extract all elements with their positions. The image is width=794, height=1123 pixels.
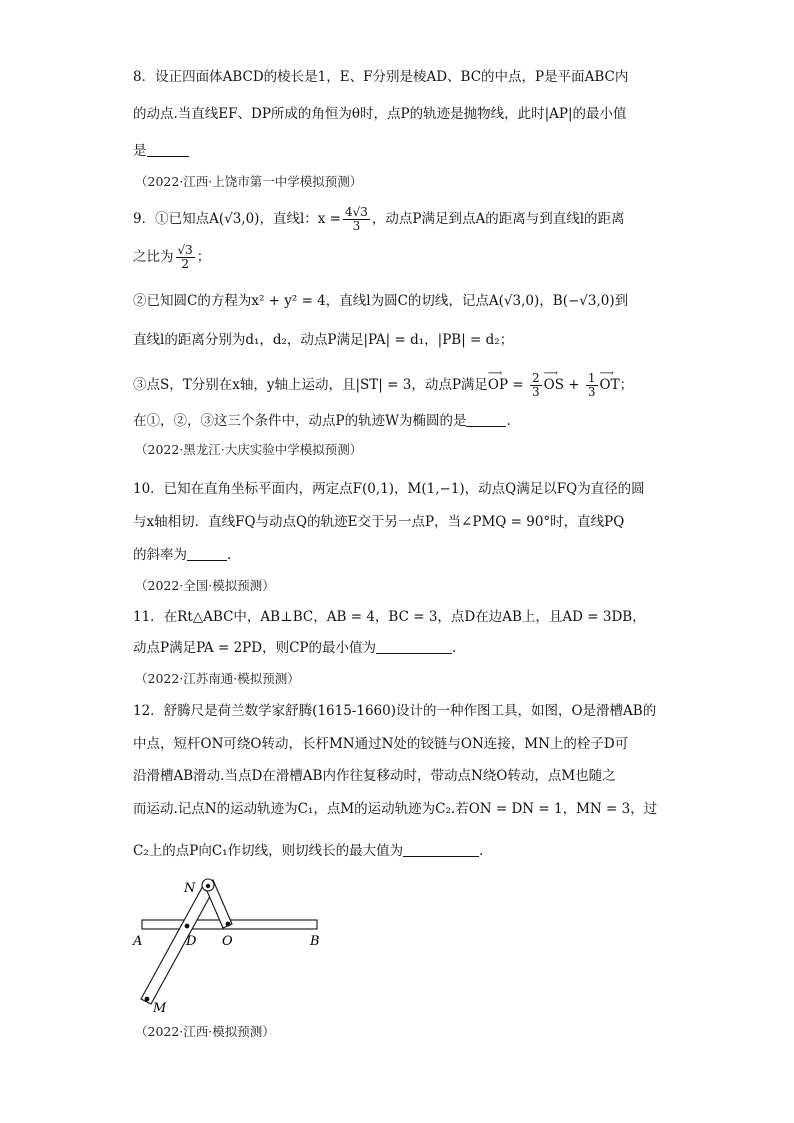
q8-line3-text: 是: [133, 143, 147, 159]
q9-frac-1: [343, 206, 370, 233]
q9-line2-a: 之比为: [133, 249, 174, 265]
q8-line3: [133, 141, 189, 161]
q9-frac-3-den: 3: [531, 385, 540, 399]
q9-answer-blank: [466, 412, 506, 427]
q9-frac-2: [176, 244, 195, 271]
q12-answer-blank: [403, 842, 479, 857]
q10-answer-blank: [187, 546, 227, 561]
q12-line1: 12．舒腾尺是荷兰数学家舒腾(1615-1660)设计的一种作图工具，如图，O是滑槽AB的: [133, 703, 657, 719]
q11-source: （2022·江苏南通·模拟预测）: [135, 671, 300, 686]
q10-line3-end: .: [227, 547, 232, 563]
q9-frac-4-num: 1: [587, 371, 596, 385]
q9-line2-b: ；: [196, 249, 211, 265]
q9-frac-4: [586, 372, 598, 399]
q9-frac-2-den: 2: [181, 257, 189, 271]
q10-line3: [133, 545, 231, 565]
long-rod-mn: [141, 884, 214, 1004]
label-n: N: [184, 881, 196, 896]
schooten-ruler-figure: [120, 870, 340, 1020]
q8-answer-blank: [147, 142, 189, 157]
q12-line5-text: C₂上的点P向C₁作切线，则切线长的最大值为: [133, 843, 404, 859]
q9-frac-1-num: 4√3: [344, 205, 368, 219]
point-n: [206, 884, 210, 888]
q9-frac-1-den: 3: [352, 219, 361, 233]
label-b: B: [310, 934, 320, 949]
q9-line1-b: ，动点P满足到点A的距离与到直线l的距离: [371, 211, 625, 227]
q9-frac-3-num: 2: [531, 371, 540, 385]
q9-vector-os: ⟶ OS: [544, 375, 564, 395]
q12-line5-end: .: [479, 843, 484, 859]
point-o: [226, 922, 231, 927]
label-m: M: [153, 1001, 167, 1016]
q9-line5-b: ；: [619, 377, 634, 393]
q9-line1-a: 9．①已知点A(√3,0)，直线l：x =: [133, 211, 341, 227]
q9-frac-2-num: √3: [177, 243, 193, 257]
q10-line2: 与x轴相切．直线FQ与动点Q的轨迹E交于另一点P，当∠PMQ = 90°时，直线PQ: [133, 514, 625, 530]
q9-plus: +: [563, 377, 584, 393]
q8-source: （2022·江西·上饶市第一中学模拟预测）: [135, 174, 363, 189]
q10-line3-text: 的斜率为: [133, 547, 187, 563]
q9-line5-a: ③点S，T分别在x轴，y轴上运动，且|ST| = 3，动点P满足: [133, 377, 488, 393]
q11-line2-end: .: [451, 640, 457, 656]
q11-line2: [133, 638, 456, 658]
q8-line2: 的动点.当直线EF、DP所成的角恒为θ时，点P的轨迹是抛物线，此时|AP|的最小值: [133, 106, 627, 122]
q10-source: （2022·全国·模拟预测）: [135, 578, 275, 593]
q9-frac-4-den: 3: [587, 385, 596, 399]
q9-line3: ②已知圆C的方程为x² + y² = 4，直线l为圆C的切线，记点A(√3,0)，B(−√3,0)到: [133, 293, 629, 309]
q9-eq: =: [508, 377, 528, 393]
label-d: D: [186, 934, 197, 949]
q11-line2-text: 动点P满足PA = 2PD，则CP的最小值为: [133, 640, 376, 656]
q9-source: （2022·黑龙江·大庆实验中学模拟预测）: [135, 442, 363, 457]
q9-vector-ot: ⟶ OT: [600, 375, 620, 395]
q9-frac-3: [530, 372, 542, 399]
q11-line1: 11．在Rt△ABC中，AB⊥BC，AB = 4，BC = 3，点D在边AB上，且AD = 3DB，: [133, 609, 646, 625]
q12-source: （2022·江西·模拟预测）: [135, 1024, 275, 1039]
q8-line1: 8．设正四面体ABCD的棱长是1，E、F分别是棱AD、BC的中点，P是平面ABC内: [133, 69, 629, 85]
q9-line1: [133, 206, 625, 233]
q9-line6-text: 在①，②，③这三个条件中，动点P的轨迹W为椭圆的是: [133, 413, 467, 429]
q12-line5: [133, 841, 483, 861]
point-m: [145, 997, 150, 1002]
point-d: [185, 924, 190, 929]
q9-vector-op: ⟶ OP: [488, 375, 508, 395]
q10-line1: 10．已知在直角坐标平面内，两定点F(0,1)，M(1,−1)，动点Q满足以FQ为直径的圆: [133, 481, 645, 497]
q12-line4: 而运动.记点N的运动轨迹为C₁，点M的运动轨迹为C₂.若ON = DN = 1，MN = 3，过: [133, 801, 658, 817]
label-a: A: [133, 934, 143, 949]
q11-answer-blank: [376, 639, 452, 654]
q9-line4: 直线l的距离分别为d₁，d₂，动点P满足|PA| = d₁，|PB| = d₂；: [133, 332, 514, 348]
q12-line2: 中点，短杆ON可绕O转动，长杆MN通过N处的铰链与ON连接，MN上的栓子D可: [133, 736, 629, 752]
q12-line3: 沿滑槽AB滑动.当点D在滑槽AB内作往复移动时，带动点N绕O转动，点M也随之: [133, 768, 616, 784]
label-o: O: [222, 934, 233, 949]
q9-line6: [133, 411, 511, 431]
q9-line6-end: .: [506, 413, 511, 429]
q9-line2: [133, 244, 210, 271]
q9-line5: [133, 372, 633, 399]
